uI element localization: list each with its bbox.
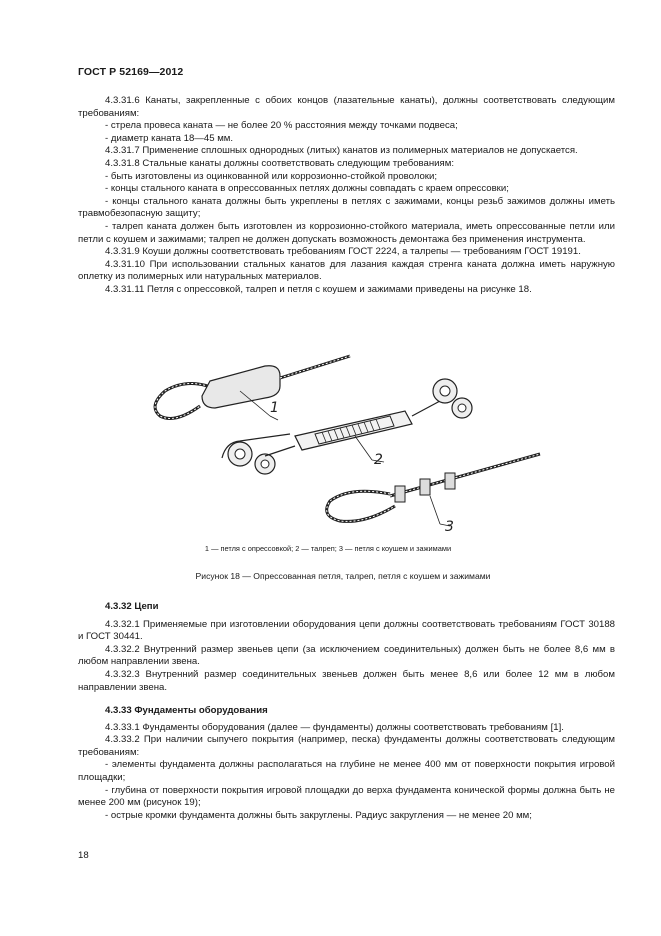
para-4-3-31-8: 4.3.31.8 Стальные канаты должны соответствовать следующим требованиям: [105,157,454,169]
list-item: - острые кромки фундамента должны быть закруглены. Радиус закругления — не менее 20 мм; [105,809,532,821]
list-item: - талреп каната должен быть изготовлен из коррозионно-стойкого материала, иметь опрессованные петли или петли с коушем и зажимами; талреп не должен допускать возможность демонтажа без применения инструмента. [78,220,615,245]
para-4-3-32-3: 4.3.32.3 Внутренний размер соединительных звеньев должен быть менее 8,6 или более 12 мм в любом направлении звена. [78,668,615,693]
para-4-3-31-7: 4.3.31.7 Применение сплошных однородных (литых) канатов из полимерных материалов не допускается. [105,145,578,157]
list-item: - концы стального каната в опрессованных петлях должны совпадать с краем опрессовки; [105,183,509,195]
list-item: - глубина от поверхности покрытия игровой площадки до верха фундамента конической формы должна быть не менее 200 мм (рисунок 19); [78,784,615,809]
page-number: 18 [78,850,89,861]
figure-legend: 1 — петля с опрессовкой; 2 — талреп; 3 — петля с коушем и зажимами [204,544,452,553]
list-item: - быть изготовлены из оцинкованной или коррозионно-стойкой проволоки; [105,170,438,182]
para-4-3-32-2: 4.3.32.2 Внутренний размер звеньев цепи (за исключением соединительных) должен быть не более 8,6 мм в любом направлении звена. [78,643,615,668]
para-4-3-31-6: 4.3.31.6 Канаты, закрепленные с обоих концов (лазательные канаты), должны соответствовать следующим требованиям: [78,95,615,119]
figure-caption: Рисунок 18 — Опрессованная петля, талреп, петля с коушем и зажимами [195,571,491,581]
list-item: - элементы фундамента должны располагаться на глубине не менее 400 мм от поверхности покрытия игровой площадки; [78,759,615,783]
para-4-3-33-2: 4.3.33.2 При наличии сыпучего покрытия (например, песка) фундаменты должны соответствовать следующим требованиям: [78,734,615,758]
para-4-3-31-9: 4.3.31.9 Коуши должны соответствовать требованиям ГОСТ 2224, а талрепы — требованиям ГОСТ 19191. [105,246,581,258]
callout-2: 2 [374,452,383,468]
pressed-loop-drawing [155,356,350,420]
text-block-requirements [78,95,615,297]
document-header: ГОСТ Р 52169—2012 [78,66,184,78]
para-4-3-31-10: 4.3.31.10 При использовании стальных канатов для лазания каждая стренга каната должна иметь наружную оплетку из полимерных или натуральных материалов. [78,258,615,283]
list-item: - стрела провеса каната — не более 20 % расстояния между точками подвеса; [105,120,458,132]
para-4-3-32-1: 4.3.32.1 Применяемые при изготовлении оборудования цепи должны соответствовать требованиям ГОСТ 30188 и ГОСТ 30441. [78,618,615,643]
thimble-loop-drawing [327,454,540,526]
callout-1: 1 [270,400,279,416]
figure-18-illustration [140,346,560,546]
para-4-3-31-11: 4.3.31.11 Петля с опрессовкой, талреп и петля с коушем и зажимами приведены на рисунке 18. [105,283,532,295]
section-heading: 4.3.32 Цепи [105,601,159,612]
para-4-3-33-1: 4.3.33.1 Фундаменты оборудования (далее — фундаменты) должны соответствовать требованиям [1]. [105,721,564,733]
list-item: - концы стального каната должны быть укреплены в петлях с зажимами, концы резьб зажимов должны иметь травмобезопасную защиту; [78,195,615,220]
section-4-3-33 [78,705,615,822]
section-heading: 4.3.33 Фундаменты оборудования [105,705,268,716]
callout-3: 3 [445,519,454,535]
section-4-3-32 [78,601,615,694]
list-item: - диаметр каната 18—45 мм. [105,132,234,144]
